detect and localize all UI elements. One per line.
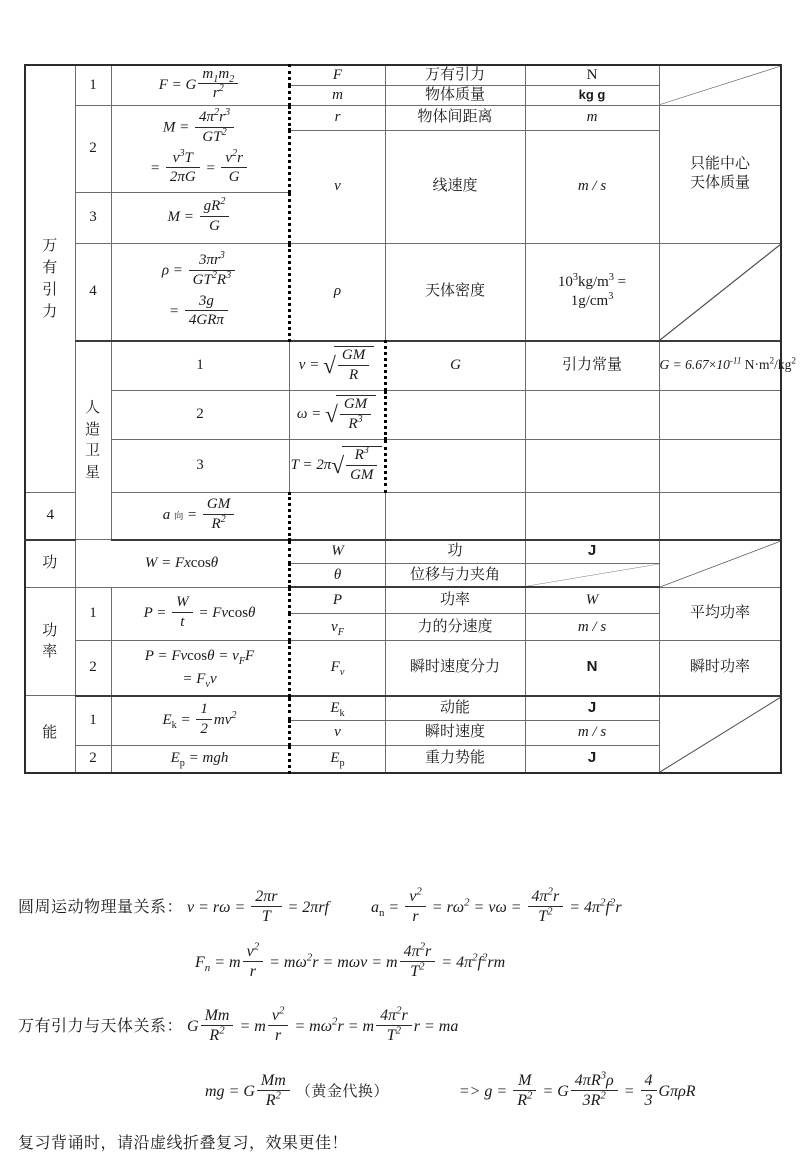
diagonal-strike-icon (660, 244, 781, 340)
meaning-r: 物体间距离 (385, 105, 525, 130)
diagonal-strike-icon (660, 541, 781, 587)
formula-satellite-4: a 向 = $\frac{GM}{R^2}$ (111, 492, 289, 540)
unit-r: m (525, 105, 659, 130)
golden-substitution-result: => g = $\frac{M}{R^2}$ = G $\frac{4\pi R^3\rho}{3R^2}$ = $\frac{4}{3}$ GπρR (458, 1069, 696, 1110)
unit-vF: m / s (525, 614, 659, 640)
table-row (25, 587, 781, 614)
circular-motion-line-2 (195, 940, 506, 983)
formula-satellite-1: v = √ $\frac{GM}{R}$ (289, 341, 385, 391)
table-row (25, 105, 781, 130)
unit-Ep: J (525, 745, 659, 773)
unit-F: N (525, 65, 659, 85)
symbol-empty (289, 492, 385, 540)
meaning-Ek: 动能 (385, 696, 525, 721)
symbol-empty (385, 439, 525, 492)
formula-power-2: $P = Fvcos\theta = v_FF$ = $F_vv$ (111, 640, 289, 696)
unit-v: m / s (525, 130, 659, 243)
note-cell-diagonal-3 (659, 540, 781, 588)
formula-power-1: P = $\frac{W}{t}$ = Fvcosθ (111, 587, 289, 640)
note-line-2: 天体质量 (689, 174, 750, 191)
footer-note: 复习背诵时，请沿虚线折叠复习，效果更佳！ (18, 1135, 349, 1152)
symbol-W: W (289, 540, 385, 564)
meaning-rho: 天体密度 (385, 243, 525, 341)
physics-formula-table (24, 64, 796, 774)
note-average-power: 平均功率 (659, 587, 781, 640)
meaning-empty (385, 492, 525, 540)
symbol-Fv: $F_v$ (289, 640, 385, 696)
note-cell-diagonal-2 (659, 243, 781, 341)
meaning-v-energy: 瞬时速度 (385, 721, 525, 745)
row-number: 2 (75, 745, 111, 773)
unit-P: W (525, 587, 659, 614)
note-cell-diagonal-4 (659, 696, 781, 773)
symbol-r: r (289, 105, 385, 130)
meaning-m: 物体质量 (385, 85, 525, 105)
unit-empty (659, 390, 781, 439)
category-satellite: 人 造 卫 星 (75, 341, 111, 540)
category-work: 功 (25, 540, 75, 588)
symbol-F: F (289, 65, 385, 85)
table-row (25, 540, 781, 564)
unit-theta-diagonal (525, 563, 659, 587)
golden-substitution-formula: mg = G $\frac{Mm}{R^2}$ (205, 1083, 292, 1100)
symbol-v: v (289, 130, 385, 243)
meaning-P: 功率 (385, 587, 525, 614)
meaning-vF: 力的分速度 (385, 614, 525, 640)
circular-motion-line-1 (18, 885, 622, 928)
circular-motion-a-formula: $a_n$ = $\frac{v^2}{r}$ = $r\omega^2 = v\omega$ = $\frac{4\pi^2r}{T^2}$ = $4\pi^2f^2r$ (370, 885, 622, 926)
meaning-W: 功 (385, 540, 525, 564)
note-instant-power: 瞬时功率 (659, 640, 781, 696)
unit-Fv: N (525, 640, 659, 696)
row-number: 4 (25, 492, 75, 540)
symbol-v-energy: v (289, 721, 385, 745)
formula-satellite-2: ω = √ $\frac{GM}{R^3}$ (289, 390, 385, 439)
unit-m: kg g (525, 85, 659, 105)
formula-energy-2: $E_p$ = mgh (111, 745, 289, 773)
row-number: 1 (111, 341, 289, 391)
meaning-G: 引力常量 (525, 341, 659, 391)
meaning-empty (525, 390, 659, 439)
unit-rho-line-1: $10^3kg/m^3$ = (557, 271, 627, 290)
symbol-m: m (289, 85, 385, 105)
unit-rho-line-2: $1g/cm^3$ (570, 290, 614, 309)
formula-gravitation-1: F = G $\frac{m_1m_2}{r^2}$ (111, 65, 289, 105)
meaning-empty (525, 439, 659, 492)
diagonal-strike-icon (660, 697, 781, 772)
formula-gravitation-3: M = $\frac{gR^2}{G}$ (111, 192, 289, 243)
row-number: 4 (75, 243, 111, 341)
unit-G: $G = 6.67\times 10^{-11}$ $N\cdot m^2/kg^2$ (659, 341, 781, 391)
meaning-Fv: 瞬时速度分力 (385, 640, 525, 696)
table-row (25, 492, 781, 540)
unit-v-energy: m / s (525, 721, 659, 745)
circular-motion-v-formula: v = rω = $\frac{2\pi r}{T}$ = 2πrf (187, 888, 329, 926)
golden-substitution-label: （黄金代换） (295, 1082, 389, 1100)
table-row (25, 640, 781, 696)
row-number: 2 (111, 390, 289, 439)
gravity-celestial-formula: G $\frac{Mm}{R^2}$ = m $\frac{v^2}{r}$ = $m\omega^2r = m$ $\frac{4\pi^2r}{T^2}$ r = ma (187, 1004, 459, 1045)
formula-energy-1: $E_k$ = $\frac{1}{2}$ $mv^2$ (111, 696, 289, 746)
formula-work: W = Fxcosθ (75, 540, 289, 588)
note-cell-diagonal-1 (659, 65, 781, 105)
gravity-celestial-label: 万有引力与天体关系： (18, 1017, 184, 1035)
row-number: 3 (75, 192, 111, 243)
formula-gravitation-2: M = $\frac{4\pi^2r^3}{GT^2}$ = $\frac{v^3T}{2\pi G}$ = $\frac{v^2r}{G}$ (111, 105, 289, 192)
note-empty (659, 492, 781, 540)
meaning-F: 万有引力 (385, 65, 525, 85)
symbol-theta: θ (289, 563, 385, 587)
diagonal-strike-icon (526, 564, 659, 586)
table-row (25, 439, 781, 492)
symbol-vF: $v_F$ (289, 614, 385, 640)
table-row (25, 696, 781, 721)
row-number: 2 (75, 640, 111, 696)
symbol-P: P (289, 587, 385, 614)
symbol-G: G (385, 341, 525, 391)
unit-empty (525, 492, 659, 540)
row-number: 1 (75, 587, 111, 640)
category-gravitation: 万 有 引 力 (25, 65, 75, 492)
row-number: 3 (111, 439, 289, 492)
row-number: 1 (75, 65, 111, 105)
unit-empty (659, 439, 781, 492)
symbol-rho: ρ (289, 243, 385, 341)
unit-W: J (525, 540, 659, 564)
centripetal-force-formula: $F_n = m$ $\frac{v^2}{r}$ = $m\omega^2r = m\omega v = m$ $\frac{4\pi^2r}{T^2}$ = $4\pi^2f^2rm$ (195, 940, 506, 981)
diagonal-strike-icon (660, 66, 781, 105)
table-row (25, 341, 781, 391)
symbol-empty (385, 390, 525, 439)
meaning-Ep: 重力势能 (385, 745, 525, 773)
table-row (25, 65, 781, 85)
golden-substitution-line (205, 1069, 696, 1112)
meaning-v: 线速度 (385, 130, 525, 243)
table-row (25, 390, 781, 439)
table-row (25, 243, 781, 341)
gravity-celestial-line (18, 1004, 459, 1047)
note-only-central-mass (659, 105, 781, 243)
row-number: 1 (75, 696, 111, 746)
unit-Ek: J (525, 696, 659, 721)
row-number: 2 (75, 105, 111, 192)
symbol-Ep: $E_p$ (289, 745, 385, 773)
symbol-Ek: $E_k$ (289, 696, 385, 721)
category-power: 功 率 (25, 587, 75, 696)
note-line-1: 只能中心 (689, 155, 750, 173)
meaning-theta: 位移与力夹角 (385, 563, 525, 587)
category-gravitation-char: 万 (42, 237, 59, 255)
unit-rho (525, 243, 659, 341)
formula-gravitation-4: ρ = $\frac{3\pi r^3}{GT^2R^3}$ = $\frac{3g}{\text{4GRπ}}$ (111, 243, 289, 341)
circular-motion-label: 圆周运动物理量关系： (18, 898, 184, 916)
formula-satellite-3: T = 2π√ $\frac{R^3}{GM}$ (289, 439, 385, 492)
category-energy: 能 (25, 696, 75, 773)
